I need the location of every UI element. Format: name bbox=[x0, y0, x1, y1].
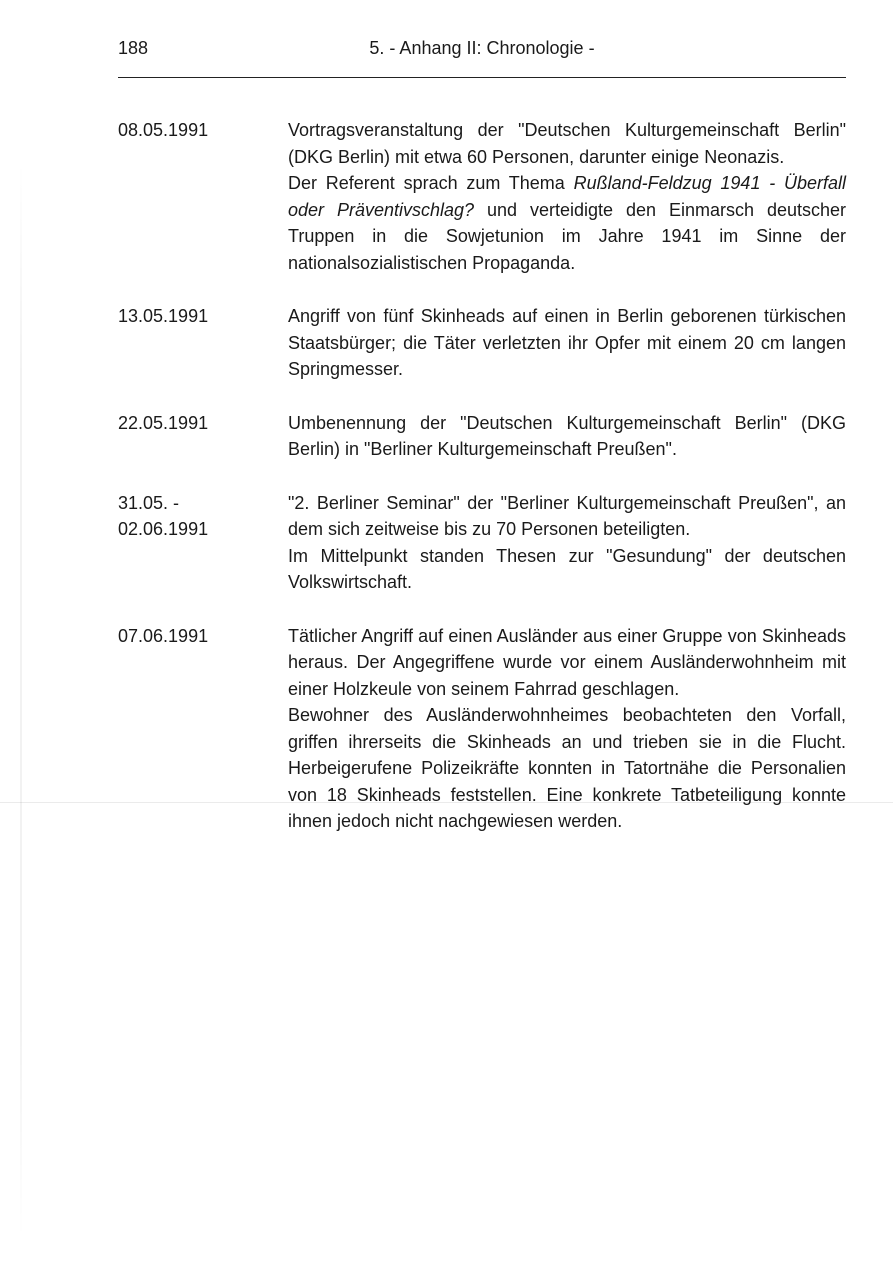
entry-date-line: 13.05.1991 bbox=[118, 306, 209, 326]
entry-date bbox=[118, 303, 288, 383]
paragraph-text: Der Referent sprach zum Thema bbox=[288, 173, 574, 193]
entry-paragraph bbox=[288, 170, 846, 276]
paragraph-text: und verteidigte den Einmarsch deutscher Truppen in die Sowjetunion im Jahre 1941 im Sinne der nationalsozialistischen Propaganda. bbox=[288, 199, 846, 273]
page-number: 188 bbox=[118, 38, 149, 58]
chronology-list bbox=[118, 117, 846, 862]
entry-date bbox=[118, 623, 288, 835]
entry-paragraph bbox=[288, 490, 846, 543]
entry-paragraph bbox=[288, 623, 846, 703]
entry-paragraph bbox=[288, 303, 846, 383]
lecture-topic-title: Rußland-Feldzug 1941 - Überfall oder Präventivschlag? bbox=[288, 173, 846, 220]
entry-date-line: 07.06.1991 bbox=[118, 625, 209, 646]
chronology-entry bbox=[118, 303, 846, 383]
entry-date-line: 08.05.1991 bbox=[118, 120, 209, 140]
entry-date-line: 31.05. - bbox=[118, 492, 180, 513]
chronology-entry bbox=[118, 490, 846, 596]
paragraph-text: Bewohner des Ausländerwohnheimes beobachteten den Vorfall, griffen ihrerseits die Skinheads an und trieben sie in die Flucht. Herbeigerufene Polizeikräfte konnten in Tatortnähe die Personalien von 18 Skinheads feststellen. Eine konkrete Tatbeteiligung konnte ihnen jedoch nicht nachgewiesen werden. bbox=[288, 705, 846, 831]
entry-paragraph bbox=[288, 410, 846, 463]
paragraph-text: Umbenennung der "Deutschen Kulturgemeinschaft Berlin" (DKG Berlin) in "Berliner Kulturgemeinschaft Preußen". bbox=[288, 412, 846, 459]
scan-edge-shadow bbox=[20, 160, 22, 1240]
chronology-entry bbox=[118, 623, 846, 835]
entry-date bbox=[118, 490, 288, 596]
entry-body bbox=[288, 117, 846, 276]
entry-date-line: 22.05.1991 bbox=[118, 412, 209, 433]
entry-date bbox=[118, 117, 288, 276]
entry-date-line: 02.06.1991 bbox=[118, 519, 209, 539]
paragraph-text: Im Mittelpunkt standen Thesen zur "Gesundung" der deutschen Volkswirtschaft. bbox=[288, 545, 846, 592]
paragraph-text: Tätlicher Angriff auf einen Ausländer aus einer Gruppe von Skinheads heraus. Der Angegriffene wurde vor einem Ausländerwohnheim mit einer Holzkeule von seinem Fahrrad geschlagen. bbox=[288, 625, 846, 699]
entry-paragraph bbox=[288, 543, 846, 596]
entry-body bbox=[288, 490, 846, 596]
entry-date bbox=[118, 410, 288, 463]
running-title: 5. - Anhang II: Chronologie - bbox=[369, 38, 595, 58]
paragraph-text: Angriff von fünf Skinheads auf einen in Berlin geborenen türkischen Staatsbürger; die Täter verletzten ihr Opfer mit einem 20 cm langen Springmesser. bbox=[288, 306, 846, 379]
page-header bbox=[118, 38, 846, 62]
paragraph-text: Vortragsveranstaltung der "Deutschen Kulturgemeinschaft Berlin" (DKG Berlin) mit etwa 60 Personen, darunter einige Neonazis. bbox=[288, 120, 846, 167]
entry-body bbox=[288, 303, 846, 383]
entry-paragraph bbox=[288, 117, 846, 170]
header-rule bbox=[118, 77, 846, 78]
chronology-entry bbox=[118, 117, 846, 276]
chronology-entry bbox=[118, 410, 846, 463]
entry-paragraph bbox=[288, 702, 846, 835]
entry-body bbox=[288, 410, 846, 463]
paragraph-text: "2. Berliner Seminar" der "Berliner Kulturgemeinschaft Preußen", an dem sich zeitweise bis zu 70 Personen beteiligten. bbox=[288, 492, 846, 539]
entry-body bbox=[288, 623, 846, 835]
